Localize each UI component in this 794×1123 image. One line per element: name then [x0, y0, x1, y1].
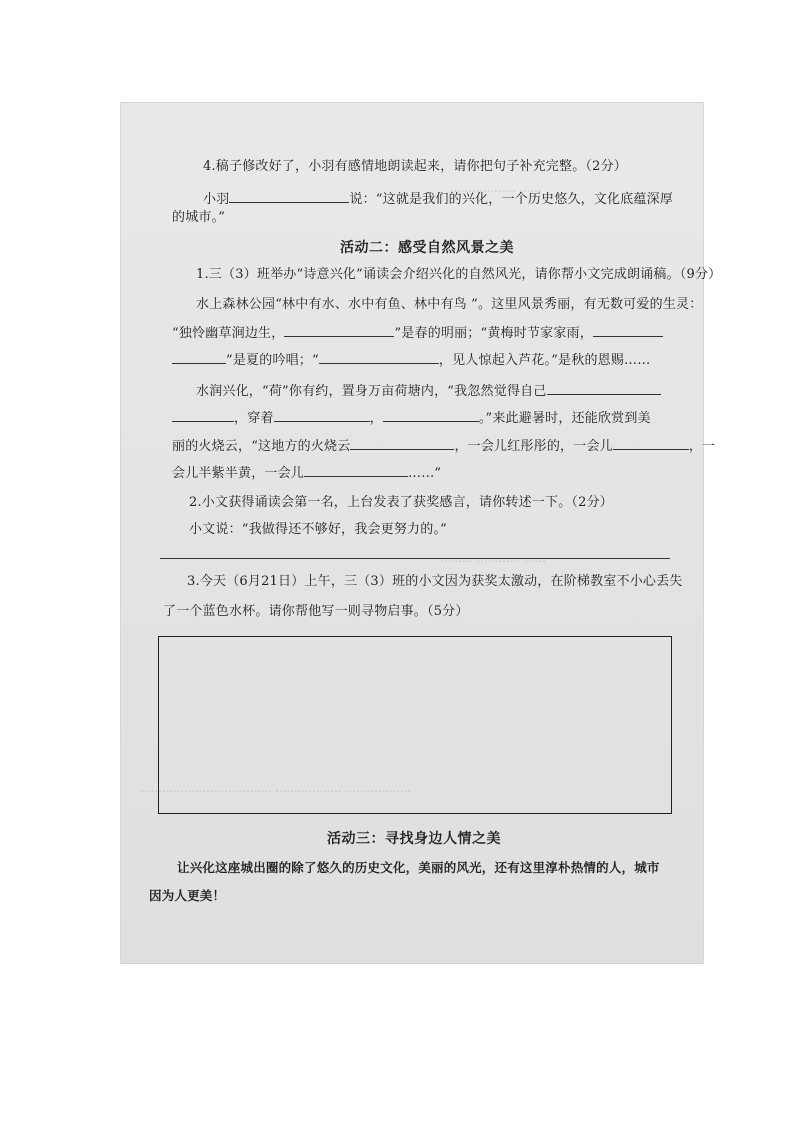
q4-sentence: 小羽 说：“这就是我们的兴化，一个历史悠久，文化底蕴深厚	[203, 188, 673, 210]
answer-blank[interactable]	[172, 407, 234, 422]
a2-q1-text: 丽的火烧云，“这地方的火烧云 ，一会儿红彤彤的，一会儿 ，一	[172, 435, 715, 457]
lost-item-notice-answer-box[interactable]	[158, 636, 672, 814]
answer-blank[interactable]	[593, 322, 663, 337]
answer-blank[interactable]	[304, 462, 408, 477]
a2-q1-text: ”是夏的吟唱；“ ，见人惊起入芦花。”是秋的恩赐……	[172, 349, 650, 371]
answer-blank[interactable]	[613, 435, 689, 450]
answer-blank[interactable]	[547, 380, 661, 395]
show-through-text: ……………… ……	[450, 182, 542, 195]
a3-intro-text-cont: 因为人更美！	[149, 888, 226, 903]
q4-sentence-end: 的城市。”	[172, 210, 226, 225]
answer-blank[interactable]	[274, 407, 370, 422]
answer-line[interactable]	[160, 558, 670, 559]
q4-instruction: 4.稿子修改好了，小羽有感情地朗读起来，请你把句子补充完整。（2分）	[203, 159, 627, 174]
answer-blank[interactable]	[229, 188, 349, 203]
answer-blank[interactable]	[319, 349, 439, 364]
answer-blank[interactable]	[284, 322, 394, 337]
show-through-text: ……………………………… ……………… ………………	[140, 782, 411, 795]
a2-q1-text: 水上森林公园“林中有水、水中有鱼、林中有鸟 ”。这里风景秀丽，有无数可爱的生灵：	[196, 297, 703, 312]
a2-q1-text: “独怜幽草涧边生， ”是春的明丽；“黄梅时节家家雨，	[172, 322, 663, 344]
answer-blank[interactable]	[383, 407, 479, 422]
activity3-title: 活动三：寻找身边人情之美	[327, 831, 501, 847]
a2-q1-instruction: 1.三（3）班举办“诗意兴化”诵读会介绍兴化的自然风光，请你帮小文完成朗诵稿。（9分）	[196, 267, 722, 282]
answer-blank[interactable]	[350, 435, 454, 450]
a2-q3-instruction: 3.今天（6月21日）上午，三（3）班的小文因为获奖太激动，在阶梯教室不小心丢失	[187, 574, 683, 589]
answer-blank[interactable]	[172, 349, 226, 364]
a3-intro-text: 让兴化这座城出圈的除了悠久的历史文化，美丽的风光，还有这里淳朴热情的人，城市	[177, 860, 660, 875]
a2-q1-text: ，穿着 ， 。”来此避暑时，还能欣赏到美	[172, 407, 651, 429]
a2-q1-text: 水润兴化，“荷”你有约，置身万亩荷塘内，“我忽然觉得自己	[196, 380, 661, 402]
a2-q2-instruction: 2.小文获得诵读会第一名，上台发表了获奖感言，请你转述一下。（2分）	[189, 495, 613, 510]
scanned-page	[120, 102, 722, 964]
a2-q1-text: 会儿半紫半黄，一会儿 ……”	[172, 462, 441, 484]
a2-q3-instruction-cont: 了一个蓝色水杯。请你帮他写一则寻物启事。（5分）	[163, 604, 469, 619]
activity2-title: 活动二：感受自然风景之美	[340, 240, 514, 256]
a2-q2-quote: 小文说：“我做得还不够好，我会更努力的。”	[189, 522, 447, 537]
show-through-text: ……… ………… ……	[440, 552, 546, 565]
